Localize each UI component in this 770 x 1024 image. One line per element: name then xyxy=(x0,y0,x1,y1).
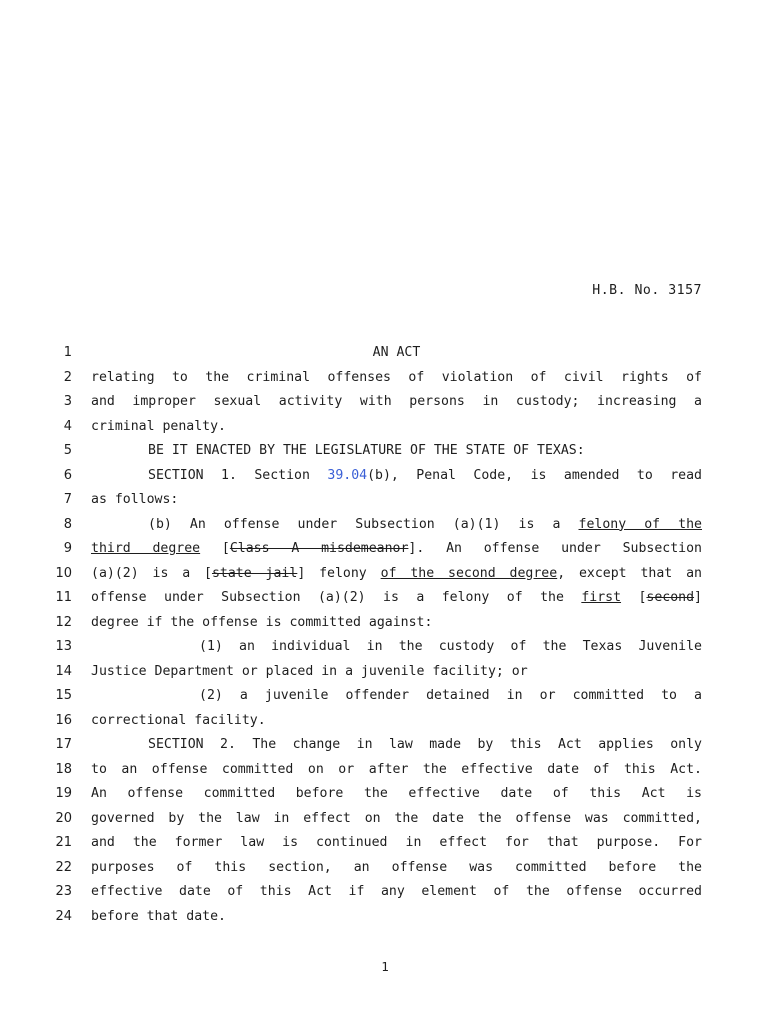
line-number: 1 xyxy=(63,345,72,360)
line-number: 15 xyxy=(55,688,72,703)
bill-line xyxy=(0,761,770,785)
enacting-clause: BE IT ENACTED BY THE LEGISLATURE OF THE STATE OF TEXAS: xyxy=(148,443,585,458)
inserted-text: felony of the xyxy=(578,516,703,532)
bill-line xyxy=(0,785,770,809)
bill-line xyxy=(0,810,770,834)
bill-line xyxy=(0,565,770,589)
bill-line xyxy=(0,834,770,858)
bill-line xyxy=(0,687,770,711)
line-number: 9 xyxy=(63,541,72,556)
section-text: (b) An offense under Subsection (a)(1) is a felony of the xyxy=(148,516,703,532)
line-number: 4 xyxy=(63,418,72,434)
line-number: 6 xyxy=(63,467,72,483)
page-number: 1 xyxy=(381,959,389,974)
line-number: 22 xyxy=(55,859,72,875)
line-number: 24 xyxy=(55,908,72,924)
caption-text: criminal penalty. xyxy=(91,418,226,434)
caption-text: and improper sexual activity with persons in custody; increasing a xyxy=(91,394,702,409)
bill-number: H.B. No. 3157 xyxy=(592,283,702,298)
deleted-text: Class A misdemeanor xyxy=(229,541,409,556)
bill-line xyxy=(0,908,770,932)
line-number: 17 xyxy=(55,737,72,752)
bill-line xyxy=(0,540,770,564)
inserted-text: third degree xyxy=(91,541,201,556)
bill-line xyxy=(0,344,770,368)
section-text: effective date of this Act if any element of the offense occurred xyxy=(91,884,702,899)
bill-line xyxy=(0,736,770,760)
line-number: 21 xyxy=(55,835,72,850)
line-number: 5 xyxy=(63,443,72,458)
deleted-text: second xyxy=(646,590,695,605)
line-number: 12 xyxy=(55,614,72,630)
line-number: 8 xyxy=(63,516,72,532)
section-text: (2) a juvenile offender detained in or committed to a xyxy=(199,688,702,703)
section-text: before that date. xyxy=(91,908,226,924)
section-text: Justice Department or placed in a juvenile facility; or xyxy=(91,663,528,679)
section-text: offense under Subsection (a)(2) is a felony of the first [second] xyxy=(91,590,702,605)
line-number: 19 xyxy=(55,786,72,801)
caption-text: relating to the criminal offenses of violation of civil rights of xyxy=(91,369,702,385)
section-text: SECTION 2. The change in law made by this Act applies only xyxy=(148,737,702,752)
line-number: 11 xyxy=(55,590,72,605)
bill-line xyxy=(0,491,770,515)
section-text: and the former law is continued in effect for that purpose. For xyxy=(91,835,702,850)
bill-line xyxy=(0,442,770,466)
bill-line xyxy=(0,393,770,417)
act-title: AN ACT xyxy=(372,345,421,360)
bill-line xyxy=(0,859,770,883)
line-number: 3 xyxy=(63,394,72,409)
bill-line xyxy=(0,663,770,687)
statute-citation-link[interactable]: 39.04 xyxy=(327,467,368,483)
section-text: (1) an individual in the custody of the Texas Juvenile xyxy=(199,639,702,654)
line-number: 14 xyxy=(55,663,72,679)
bill-line xyxy=(0,638,770,662)
line-number: 7 xyxy=(63,492,72,507)
line-number: 10 xyxy=(55,565,72,581)
line-number: 23 xyxy=(55,884,72,899)
bill-line xyxy=(0,418,770,442)
section-text: as follows: xyxy=(91,492,179,507)
section-text: governed by the law in effect on the date the offense was committed, xyxy=(91,810,702,826)
line-number: 13 xyxy=(55,639,72,654)
line-number: 16 xyxy=(55,712,72,728)
section-text: An offense committed before the effective date of this Act is xyxy=(91,786,702,801)
line-number: 2 xyxy=(63,369,72,385)
section-text: to an offense committed on or after the effective date of this Act. xyxy=(91,761,702,777)
section-text: third degree [Class A misdemeanor]. An offense under Subsection xyxy=(91,541,702,556)
bill-line xyxy=(0,369,770,393)
section-text: (a)(2) is a [state jail] felony of the second degree, except that an xyxy=(91,565,702,581)
bill-line xyxy=(0,614,770,638)
bill-line xyxy=(0,589,770,613)
bill-line xyxy=(0,516,770,540)
section-text: degree if the offense is committed against: xyxy=(91,614,433,630)
inserted-text: of the second degree xyxy=(380,565,558,581)
line-number: 20 xyxy=(55,810,72,826)
bill-line xyxy=(0,467,770,491)
bill-line xyxy=(0,712,770,736)
bill-line xyxy=(0,883,770,907)
section-text: correctional facility. xyxy=(91,712,266,728)
section-text: purposes of this section, an offense was committed before the xyxy=(91,859,702,875)
inserted-text: first xyxy=(581,590,622,605)
line-number: 18 xyxy=(55,761,72,777)
section-text: SECTION 1. Section 39.04(b), Penal Code, is amended to read xyxy=(148,467,702,483)
deleted-text: state jail xyxy=(211,565,298,581)
